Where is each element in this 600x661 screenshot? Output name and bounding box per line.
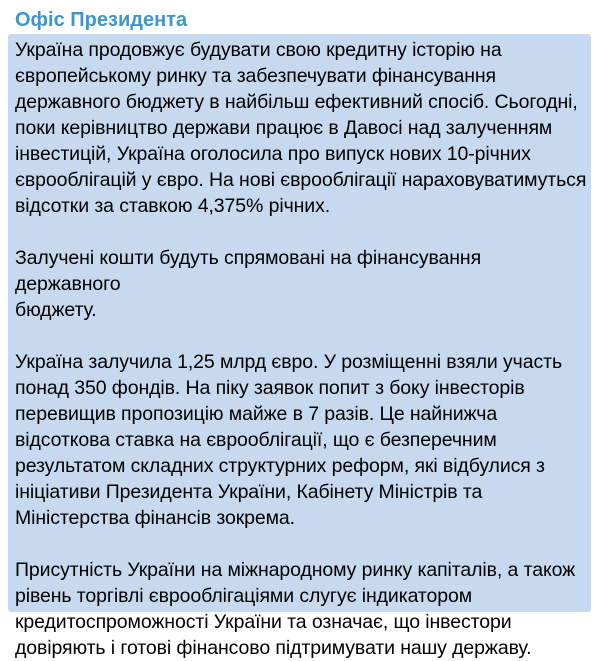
message-paragraph-3: Україна залучила 1,25 млрд євро. У розміщенні взяли участь понад 350 фондів. На піку заявок попит з боку інвесторів перевищив пропозицію майже в 7 разів. Це найнижча відсоткова ставка на єврооблігації, що є безперечним результатом складних структурних реформ, які відбулися з ініціативи Президента України, Кабінету Міністрів та Міністерства фінансів зокрема. (15, 351, 563, 529)
message-paragraph-4: Присутність України на міжнародному ринку капіталів, а також рівень торгівлі єврооблігаціями слугує індикатором кредитоспроможності України та означає, що інвестори довіряють і готові фінансово підтримувати нашу державу. (15, 559, 576, 659)
message-paragraph-2: Залучені кошти будуть спрямовані на фінансування державного бюджету. (15, 247, 482, 321)
message-paragraph-1: Україна продовжує будувати свою кредитну історію на європейському ринку та забезпечувати фінансування державного бюджету в найбільш ефективний спосіб. Сьогодні, поки керівництво держави працює в Давосі над залученням інвестицій, Україна оголосила про випуск нових 10-річних єврооблігацій у євро. На нові єврооблігації нараховуватимуться відсотки за ставкою 4,375% річних. (15, 39, 587, 217)
message-body[interactable] (15, 37, 591, 661)
sender-name[interactable]: Офіс Президента (15, 9, 188, 31)
